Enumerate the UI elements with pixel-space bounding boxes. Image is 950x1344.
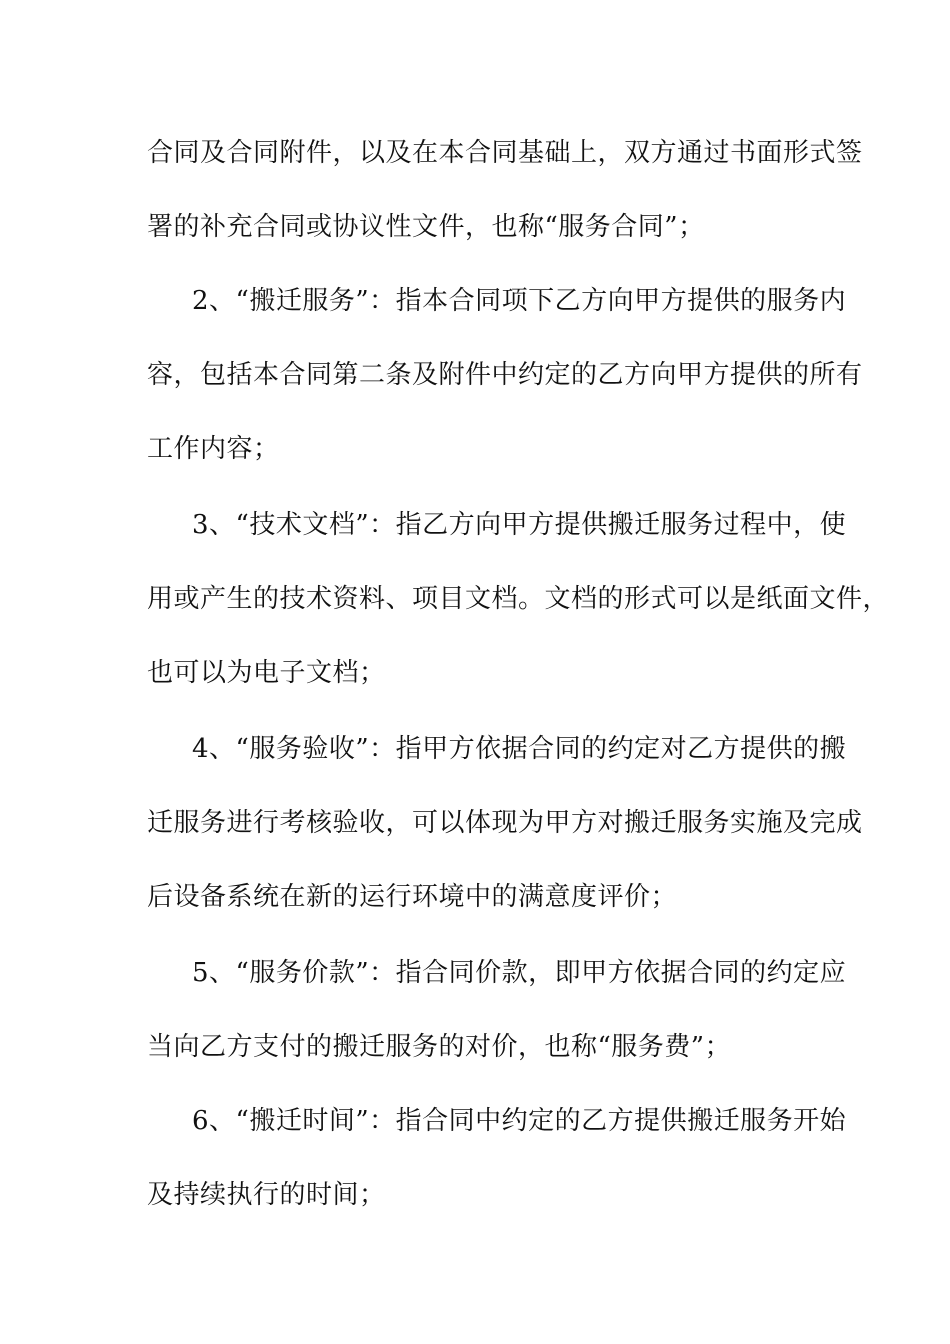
text-line: 容，包括本合同第二条及附件中约定的乙方向甲方提供的所有 (147, 360, 863, 390)
text-line: 迁服务进行考核验收，可以体现为甲方对搬迁服务实施及完成 (147, 808, 863, 838)
text-line: 工作内容； (147, 434, 280, 464)
text-line: 3、“技术文档”：指乙方向甲方提供搬迁服务过程中，使 (192, 510, 847, 540)
text-line: 合同及合同附件，以及在本合同基础上，双方通过书面形式签 (147, 138, 863, 168)
text-line: 2、“搬迁服务”：指本合同项下乙方向甲方提供的服务内 (192, 286, 847, 316)
text-line: 当向乙方支付的搬迁服务的对价，也称“服务费”； (147, 1032, 732, 1062)
text-line: 后设备系统在新的运行环境中的满意度评价； (147, 882, 678, 912)
text-line: 5、“服务价款”：指合同价款，即甲方依据合同的约定应 (192, 958, 847, 988)
text-line: 6、“搬迁时间”：指合同中约定的乙方提供搬迁服务开始 (192, 1106, 847, 1136)
text-line: 用或产生的技术资料、项目文档。文档的形式可以是纸面文件， (147, 584, 890, 614)
text-line: 4、“服务验收”：指甲方依据合同的约定对乙方提供的搬 (192, 734, 847, 764)
text-line: 署的补充合同或协议性文件，也称“服务合同”； (147, 212, 705, 242)
text-line: 也可以为电子文档； (147, 658, 386, 688)
text-line: 及持续执行的时间； (147, 1180, 386, 1210)
